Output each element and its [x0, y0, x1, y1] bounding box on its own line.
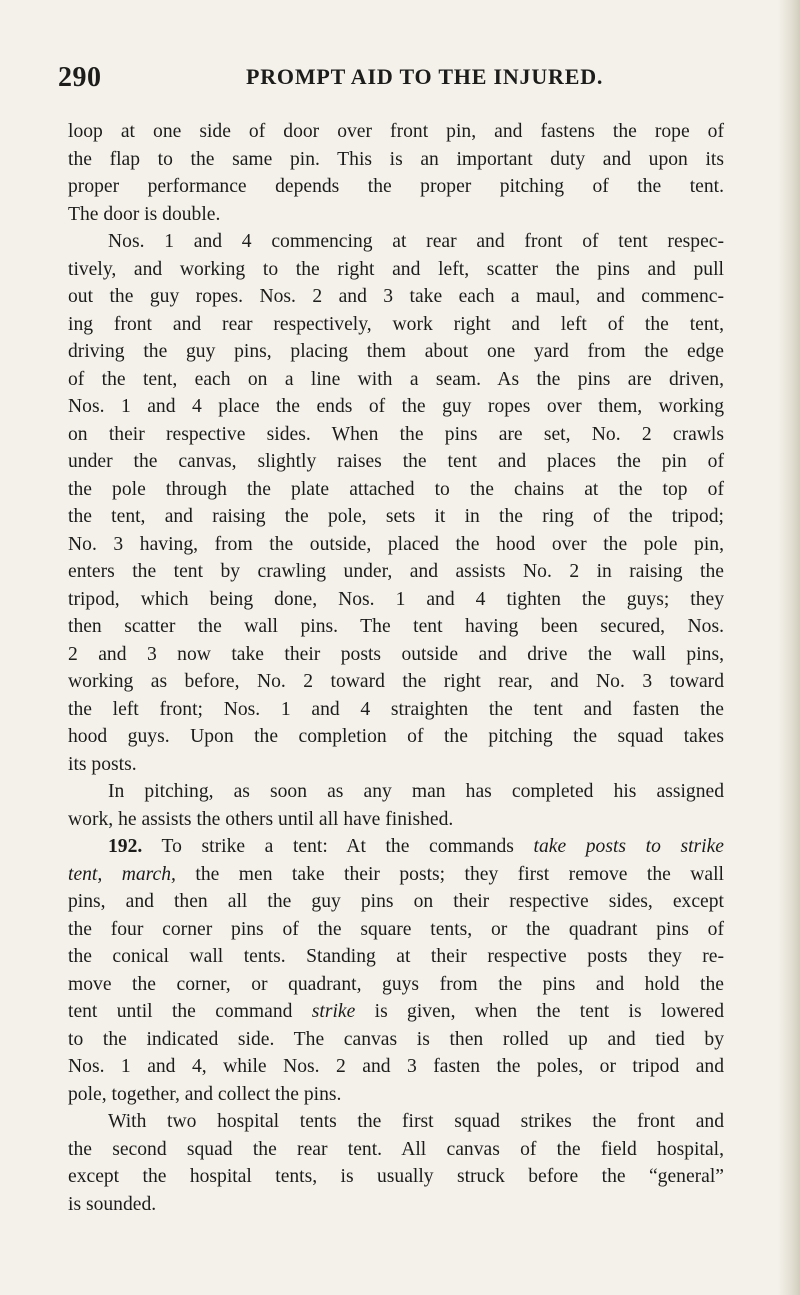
text-line: then scatter the wall pins. The tent having been secured, Nos. [68, 616, 724, 637]
text-line: under the canvas, slightly raises the tent and places the pin of [68, 451, 724, 472]
text-line: the flap to the same pin. This is an important duty and upon its [68, 148, 724, 170]
text-run: To strike a tent: At the commands [142, 836, 534, 857]
text-line: the four corner pins of the square tents, or the quadrant pins of [68, 918, 724, 940]
text-line [68, 861, 724, 889]
text-line: pole, together, and collect the pins. [68, 1083, 342, 1105]
text-line: tripod, which being done, Nos. 1 and 4 tighten the guys; they [68, 588, 724, 610]
text-line: tively, and working to the right and left, scatter the pins and pull [68, 258, 724, 280]
italic-command: take posts to strike [533, 836, 725, 857]
text-run: tent until the command [68, 1001, 312, 1022]
text-line: working as before, No. 2 toward the right rear, and No. 3 toward [68, 671, 724, 692]
text-line: In pitching, as soon as any man has completed his assigned [108, 781, 724, 802]
text-line: Nos. 1 and 4 place the ends of the guy ropes over them, working [68, 396, 724, 417]
text-line: move the corner, or quadrant, guys from the pins and hold the [68, 973, 724, 995]
text-line [68, 998, 724, 1026]
text-line: on their respective sides. When the pins are set, No. 2 crawls [68, 423, 724, 445]
page-number: 290 [58, 62, 102, 93]
page-edge-shadow [778, 0, 800, 1295]
text-line: the conical wall tents. Standing at their respective posts they re- [68, 946, 724, 967]
text-line: Nos. 1 and 4 commencing at rear and front of tent respec- [108, 231, 724, 252]
text-line: to the indicated side. The canvas is then rolled up and tied by [68, 1028, 724, 1050]
text-line: work, he assists the others until all have finished. [68, 808, 454, 830]
text-line: ing front and rear respectively, work right and left of the tent, [68, 313, 724, 335]
text-run: the men take their posts; they first remove the wall [175, 863, 724, 885]
text-line: except the hospital tents, is usually struck before the “general” [68, 1166, 724, 1187]
section-heading-line [68, 833, 724, 861]
body-text [68, 118, 724, 1218]
text-line: pins, and then all the guy pins on their respective sides, except [68, 891, 724, 912]
running-head: PROMPT AID TO THE INJURED. [246, 64, 604, 89]
text-line: proper performance depends the proper pitching of the tent. [68, 176, 724, 197]
section-number: 192. [108, 836, 143, 857]
text-run: is given, when the tent is lowered [355, 1001, 724, 1022]
text-line: of the tent, each on a line with a seam. As the pins are driven, [68, 368, 724, 390]
italic-command: strike [311, 1001, 356, 1022]
text-line: loop at one side of door over front pin, and fastens the rope of [68, 121, 724, 142]
text-line: Nos. 1 and 4, while Nos. 2 and 3 fasten the poles, or tripod and [68, 1056, 724, 1077]
text-line: enters the tent by crawling under, and assists No. 2 in raising the [68, 561, 724, 582]
text-line: driving the guy pins, placing them about one yard from the edge [68, 341, 724, 362]
text-line: hood guys. Upon the completion of the pitching the squad takes [68, 726, 724, 747]
page-header [58, 44, 758, 102]
text-line: No. 3 having, from the outside, placed the hood over the pole pin, [68, 533, 724, 555]
text-line: is sounded. [68, 1193, 157, 1215]
text-line: 2 and 3 now take their posts outside and drive the wall pins, [68, 643, 724, 665]
text-line: the second squad the rear tent. All canvas of the field hospital, [68, 1138, 724, 1160]
text-line: the left front; Nos. 1 and 4 straighten the tent and fasten the [68, 698, 724, 720]
text-line: the pole through the plate attached to the chains at the top of [68, 478, 724, 500]
text-line: its posts. [68, 753, 137, 775]
text-line: The door is double. [68, 203, 221, 225]
text-line: With two hospital tents the first squad strikes the front and [108, 1111, 724, 1132]
italic-command: tent, march, [68, 863, 176, 885]
text-line: the tent, and raising the pole, sets it in the ring of the tripod; [68, 506, 724, 527]
text-line: out the guy ropes. Nos. 2 and 3 take each a maul, and commenc- [68, 286, 724, 307]
